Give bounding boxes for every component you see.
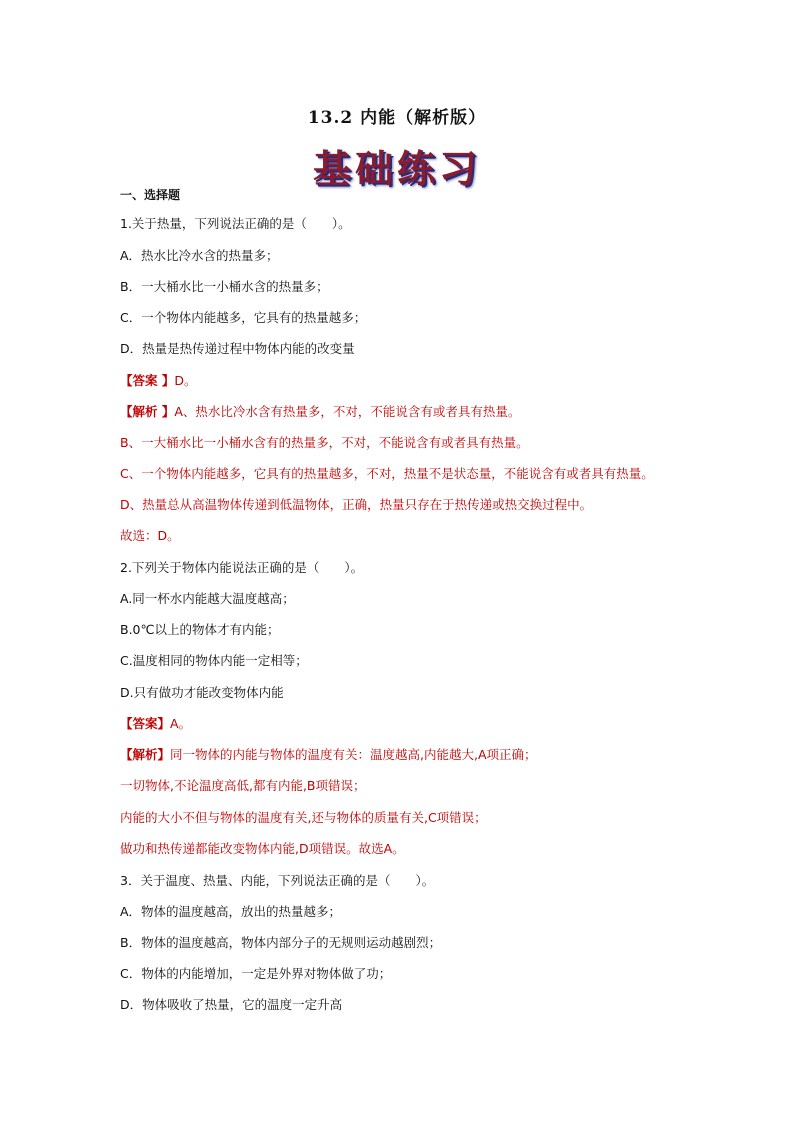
q1-choice: 故选：D。 — [120, 528, 180, 543]
page-title: 13.2 内能（解析版） — [307, 108, 487, 128]
analysis-text: 同一物体的内能与物体的温度有关：温度越高,内能越大,A项正确； — [170, 747, 537, 762]
q1-analysis-2: B、一大桶水比一小桶水含有的热量多，不对，不能说含有或者具有热量。 — [120, 435, 529, 450]
q2-option-c: C.温度相同的物体内能一定相等； — [120, 653, 308, 668]
answer-tag: 【答案 】 — [120, 373, 175, 388]
q1-answer — [120, 372, 197, 390]
q3-option-d: D．物体吸收了热量，它的温度一定升高 — [120, 997, 343, 1012]
q2-analysis-3: 内能的大小不但与物体的温度有关,还与物体的质量有关,C项错误； — [120, 810, 487, 825]
q3-option-c: C．物体的内能增加，一定是外界对物体做了功； — [120, 966, 392, 981]
section-heading: 一、选择题 — [120, 188, 181, 202]
q2-analysis-2: 一切物体,不论温度高低,都有内能,B项错误； — [120, 778, 366, 793]
q1-analysis-3: C、一个物体内能越多，它具有的热量越多，不对，热量不是状态量，不能说含有或者具有热量。 — [120, 466, 654, 481]
q3-option-a: A．物体的温度越高，放出的热量越多； — [120, 904, 342, 919]
answer-value: A。 — [170, 716, 192, 731]
analysis-tag: 【解析】 — [120, 747, 171, 762]
q2-stem: 2.下列关于物体内能说法正确的是（ ）。 — [120, 560, 364, 575]
q1-option-a: A．热水比冷水含的热量多； — [120, 248, 279, 263]
answer-value: D。 — [174, 373, 197, 388]
q1-option-b: B．一大桶水比一小桶水含的热量多； — [120, 279, 329, 294]
q2-analysis-1 — [120, 746, 537, 764]
q1-option-d: D．热量是热传递过程中物体内能的改变量 — [120, 341, 355, 356]
analysis-text: A、热水比冷水含有热量多，不对，不能说含有或者具有热量。 — [174, 404, 521, 419]
q1-analysis-4: D、热量总从高温物体传递到低温物体，正确，热量只存在于热传递或热交换过程中。 — [120, 497, 593, 512]
q1-analysis-1 — [120, 403, 520, 421]
q2-analysis-4: 做功和热传递都能改变物体内能,D项错误。故选A。 — [120, 841, 405, 856]
section-banner: 基础练习 — [312, 147, 481, 191]
answer-tag: 【答案】 — [120, 716, 171, 731]
q2-option-d: D.只有做功才能改变物体内能 — [120, 685, 284, 700]
q2-answer — [120, 715, 191, 733]
q2-option-a: A.同一杯水内能越大温度越高； — [120, 591, 295, 606]
q1-stem: 1.关于热量，下列说法正确的是（ ）。 — [120, 216, 351, 231]
q2-option-b: B.0℃以上的物体才有内能； — [120, 622, 280, 637]
q1-option-c: C．一个物体内能越多，它具有的热量越多； — [120, 310, 367, 325]
q3-option-b: B．物体的温度越高，物体内部分子的无规则运动越剧烈； — [120, 935, 442, 950]
q3-stem: 3．关于温度、热量、内能，下列说法正确的是（ ）。 — [120, 873, 435, 888]
analysis-tag: 【解析 】 — [120, 404, 175, 419]
